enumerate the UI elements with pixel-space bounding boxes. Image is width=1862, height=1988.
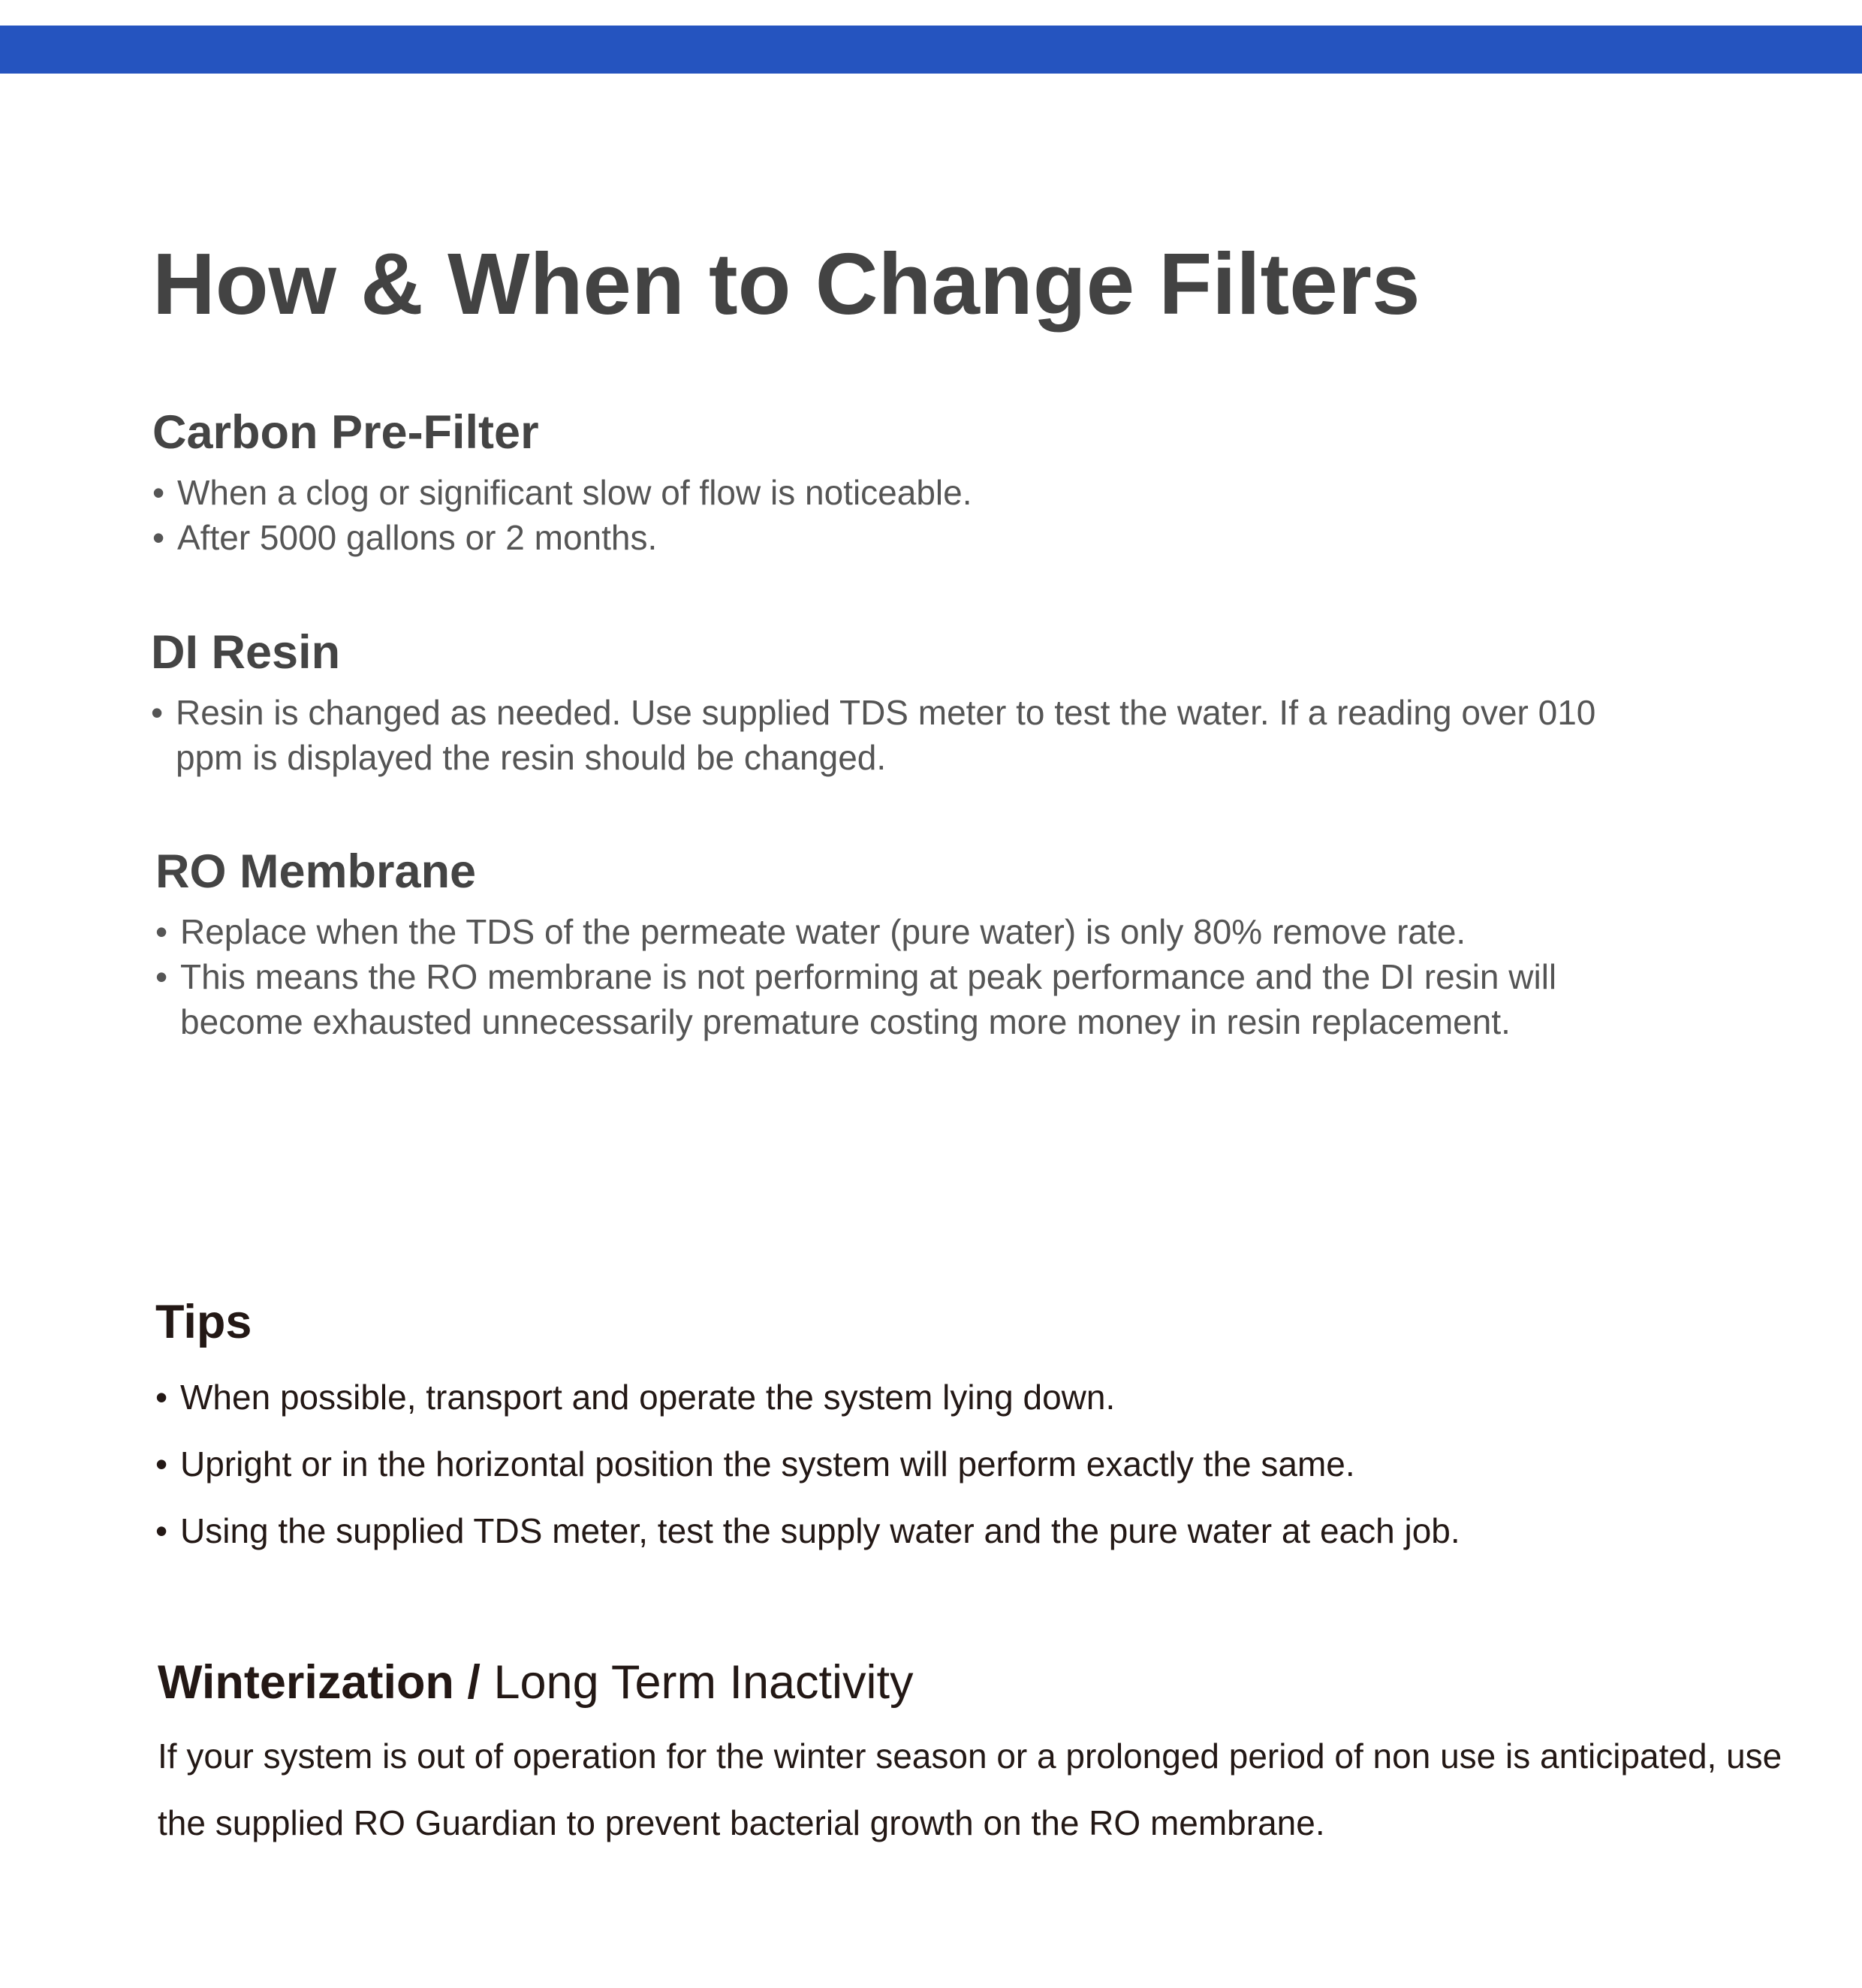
section-tips bbox=[155, 1296, 1807, 1565]
list-item: • Using the supplied TDS meter, test the supply water and the pure water at each job. bbox=[155, 1498, 1807, 1565]
list-item: • Replace when the TDS of the permeate water (pure water) is only 80% remove rate. bbox=[155, 909, 1657, 954]
section-heading: Carbon Pre-Filter bbox=[152, 406, 539, 459]
top-accent-bar bbox=[0, 26, 1862, 74]
section-heading: Tips bbox=[155, 1296, 252, 1348]
bullet-list bbox=[155, 909, 1657, 1044]
list-item: • When a clog or significant slow of flow is noticeable. bbox=[152, 470, 1804, 515]
section-heading: RO Membrane bbox=[155, 845, 477, 898]
section-carbon-pre-filter bbox=[152, 406, 1804, 560]
bullet-list bbox=[152, 470, 1804, 560]
list-item: • After 5000 gallons or 2 months. bbox=[152, 515, 1804, 560]
list-item: • Resin is changed as needed. Use supplied TDS meter to test the water. If a reading over 010 ppm is displayed the resin should be changed. bbox=[151, 690, 1653, 780]
list-item: • When possible, transport and operate the system lying down. bbox=[155, 1364, 1807, 1431]
section-heading bbox=[158, 1656, 1809, 1709]
list-item: • Upright or in the horizontal position the system will perform exactly the same. bbox=[155, 1431, 1807, 1498]
heading-light-part: Long Term Inactivity bbox=[493, 1656, 914, 1709]
bullet-list bbox=[151, 690, 1653, 780]
bullet-list bbox=[155, 1364, 1807, 1565]
section-heading: DI Resin bbox=[151, 626, 341, 679]
heading-bold-part: Winterization / bbox=[158, 1656, 481, 1709]
list-item: • This means the RO membrane is not performing at peak performance and the DI resin will become exhausted unnecessarily premature costing more money in resin replacement. bbox=[155, 954, 1657, 1044]
section-winterization bbox=[158, 1656, 1809, 1857]
section-di-resin bbox=[151, 626, 1803, 780]
page-title: How & When to Change Filters bbox=[152, 235, 1421, 333]
winterization-text: If your system is out of operation for the winter season or a prolonged period of non use is anticipated, use the supplied RO Guardian to prevent bacterial growth on the RO membrane. bbox=[158, 1736, 1782, 1842]
section-ro-membrane bbox=[155, 845, 1807, 1044]
